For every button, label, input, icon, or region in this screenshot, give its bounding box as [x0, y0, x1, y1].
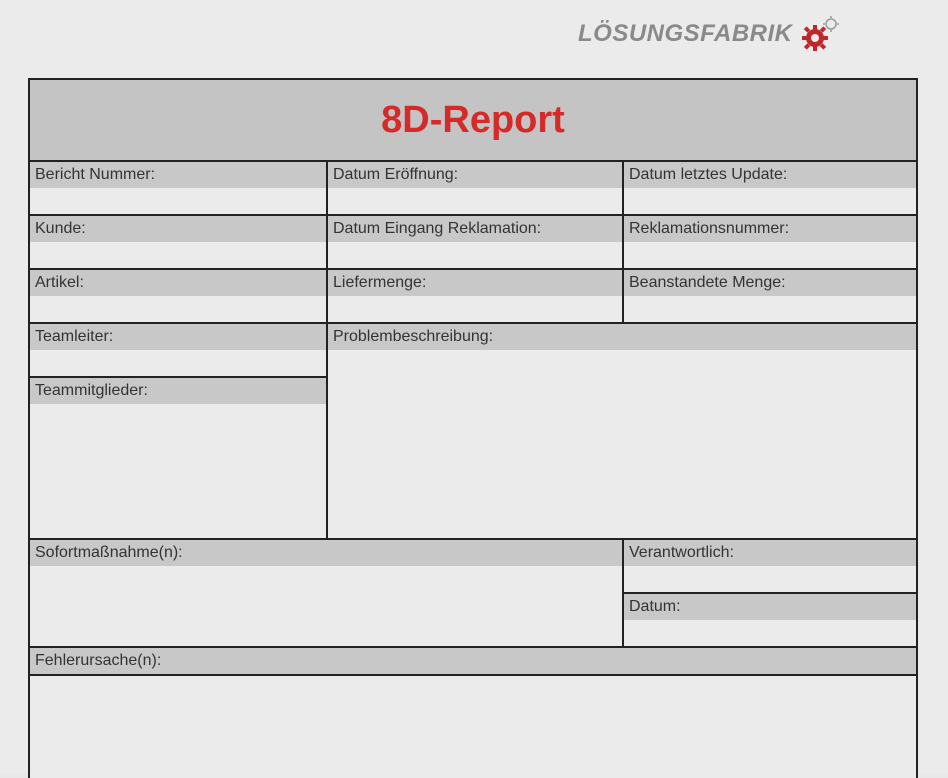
field-kunde[interactable]	[30, 216, 326, 270]
brand-logo-text: LÖSUNGSFABRIK	[578, 20, 793, 47]
grid-divider	[30, 268, 916, 270]
field-datum-eingang-reklamation[interactable]	[328, 216, 622, 270]
field-problembeschreibung[interactable]	[328, 324, 916, 538]
field-label: Artikel:	[30, 270, 326, 296]
field-label: Liefermenge:	[328, 270, 622, 296]
field-label: Reklamationsnummer:	[624, 216, 916, 242]
grid-divider	[30, 376, 328, 378]
field-label: Datum Eingang Reklamation:	[328, 216, 622, 242]
field-label: Beanstandete Menge:	[624, 270, 916, 296]
field-label: Sofortmaßnahme(n):	[30, 540, 622, 566]
field-verantwortlich[interactable]	[624, 540, 916, 594]
brand-logo	[578, 14, 843, 54]
grid-divider	[624, 592, 916, 594]
grid-divider	[30, 674, 916, 676]
field-label: Datum letztes Update:	[624, 162, 916, 188]
field-bericht-nummer[interactable]	[30, 162, 326, 216]
grid-divider	[30, 322, 916, 324]
report-title-bar	[30, 80, 916, 162]
field-beanstandete-menge[interactable]	[624, 270, 916, 324]
grid-divider	[30, 538, 916, 540]
gear-icon	[797, 14, 843, 54]
field-label: Fehlerursache(n):	[30, 648, 916, 674]
field-datum[interactable]	[624, 594, 916, 646]
field-liefermenge[interactable]	[328, 270, 622, 324]
grid-divider	[326, 162, 328, 538]
grid-divider	[622, 538, 624, 646]
field-artikel[interactable]	[30, 270, 326, 324]
field-label: Datum Eröffnung:	[328, 162, 622, 188]
field-teamleiter[interactable]	[30, 324, 326, 378]
grid-divider	[30, 214, 916, 216]
field-sofortmassnahmen[interactable]	[30, 540, 622, 646]
field-teammitglieder[interactable]	[30, 378, 326, 538]
field-label: Bericht Nummer:	[30, 162, 326, 188]
field-datum-letztes-update[interactable]	[624, 162, 916, 216]
field-fehlerursachen[interactable]	[30, 648, 916, 778]
field-label: Problembeschreibung:	[328, 324, 916, 350]
field-reklamationsnummer[interactable]	[624, 216, 916, 270]
field-label: Teammitglieder:	[30, 378, 326, 404]
8d-report-form	[28, 78, 918, 778]
grid-divider	[622, 162, 624, 324]
field-label: Teamleiter:	[30, 324, 326, 350]
field-label: Datum:	[624, 594, 916, 620]
field-datum-eroeffnung[interactable]	[328, 162, 622, 216]
field-label: Verantwortlich:	[624, 540, 916, 566]
report-title: 8D-Report	[381, 98, 565, 141]
grid-divider	[30, 646, 916, 648]
field-label: Kunde:	[30, 216, 326, 242]
